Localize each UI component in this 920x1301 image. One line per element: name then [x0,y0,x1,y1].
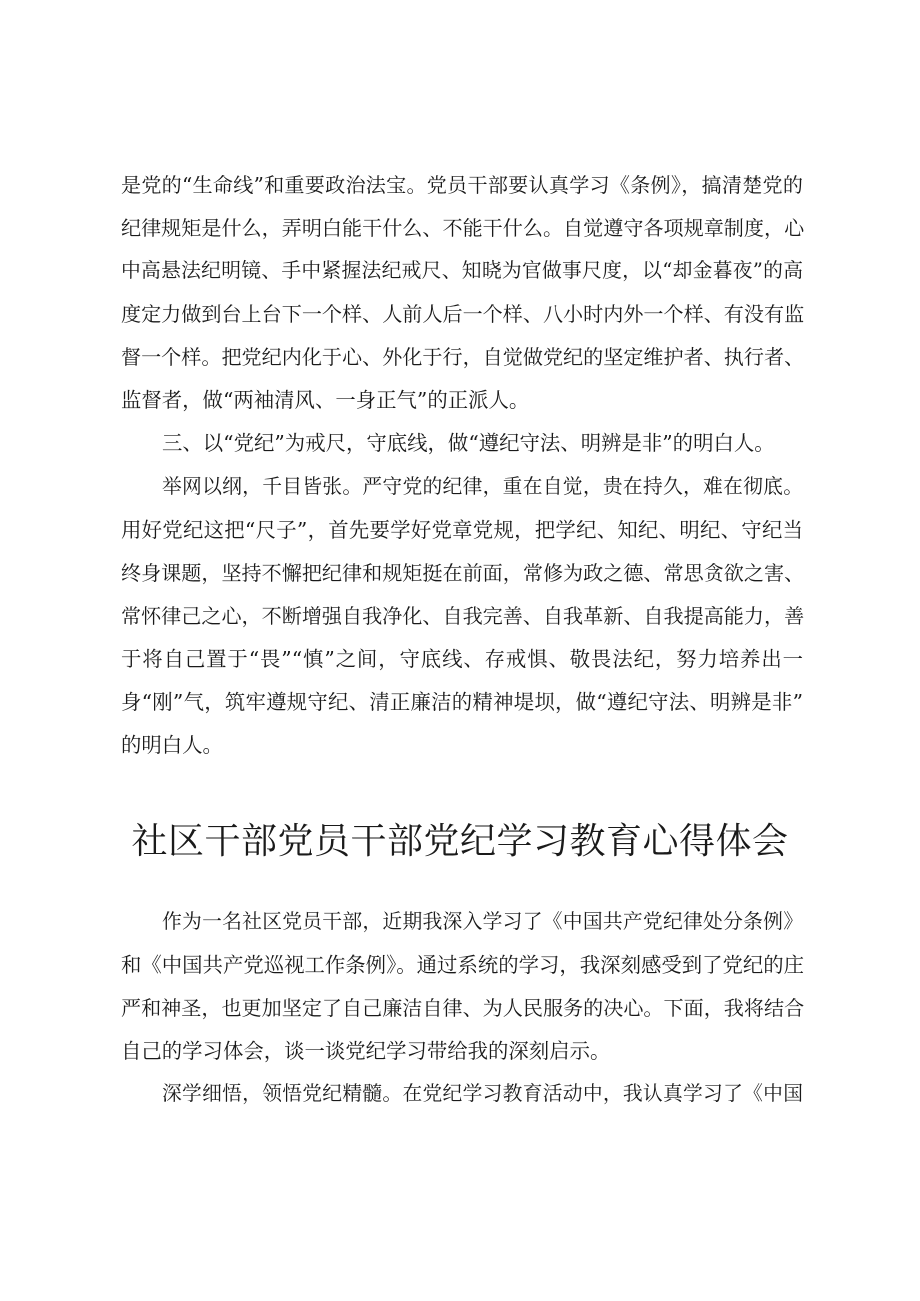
text-line: 用好党纪这把“尺子”，首先要学好党章党规，把学纪、知纪、明纪、守纪当 [121,518,803,542]
text-line: 于将自己置于“畏”“慎”之间，守底线、存戒惧、敬畏法纪，努力培养出一 [121,647,803,671]
text-line: 度定力做到台上台下一个样、人前人后一个样、八小时内外一个样、有没有监 [121,302,805,326]
text-line: 举网以纲，千目皆张。严守党的纪律，重在自觉，贵在持久，难在彻底。 [162,475,803,498]
text-line: 纪律规矩是什么，弄明白能干什么、不能干什么。自觉遵守各项规章制度，心 [121,216,805,240]
text-line: 作为一名社区党员干部，近期我深入学习了《中国共产党纪律处分条例》 [162,910,803,933]
text-line: 督一个样。把党纪内化于心、外化于行，自觉做党纪的坚定维护者、执行者、 [121,345,805,369]
text-line: 终身课题，坚持不懈把纪律和规矩挺在前面，常修为政之德、常思贪欲之害、 [121,561,805,585]
text-line: 身“刚”气，筑牢遵规守纪、清正廉洁的精神堤坝，做“遵纪守法、明辨是非” [121,690,803,714]
text-line: 中高悬法纪明镜、手中紧握法纪戒尺、知晓为官做事尺度，以“却金暮夜”的高 [121,259,803,282]
text-line: 是党的“生命线”和重要政治法宝。党员干部要认真学习《条例》，搞清楚党的 [121,173,803,197]
text-line: 和《中国共产党巡视工作条例》。通过系统的学习，我深刻感受到了党纪的庄 [121,953,805,977]
text-line: 的明白人。 [121,733,223,757]
text-line: 监督者，做“两袖清风、一身正气”的正派人。 [121,388,530,412]
text-line: 自己的学习体会，谈一谈党纪学习带给我的深刻启示。 [121,1039,611,1063]
article-title: 社区干部党员干部党纪学习教育心得体会 [131,821,789,862]
text-line: 深学细悟，领悟党纪精髓。在党纪学习教育活动中，我认真学习了《中国 [162,1082,803,1105]
text-line: 严和神圣，也更加坚定了自己廉洁自律、为人民服务的决心。下面，我将结合 [121,996,805,1020]
text-line: 常怀律己之心，不断增强自我净化、自我完善、自我革新、自我提高能力，善 [121,604,805,628]
section-heading: 三、以“党纪”为戒尺，守底线，做“遵纪守法、明辨是非”的明白人。 [162,431,775,455]
